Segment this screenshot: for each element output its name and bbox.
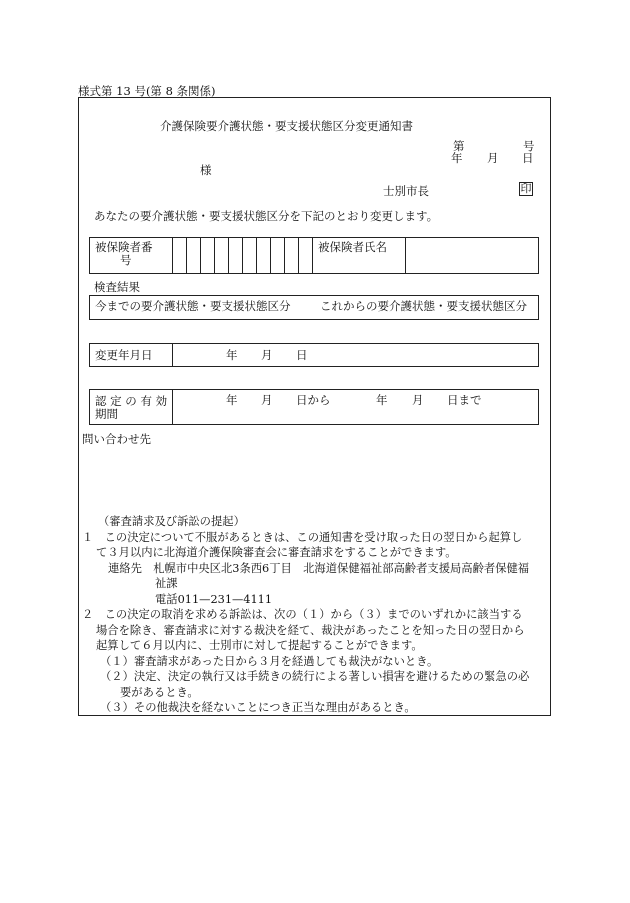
- contact-address-line-1: 連絡先 札幌市中央区北3条西6丁目 北海道保健福祉部高齢者支援局高齢者保健福: [108, 562, 530, 575]
- insured-number-label: 被保険者番: [95, 240, 153, 254]
- validity-label: 認 定 の 有 効: [95, 394, 168, 408]
- note-2-line-3: 起算して６月以内に、士別市に対して提起することができます。: [96, 639, 423, 652]
- validity-to-month: 月: [412, 393, 424, 407]
- validity-from-month: 月: [261, 393, 273, 407]
- note-item-2-line-1: （２）決定、決定の執行又は手続きの続行による著しい損害を避けるための緊急の必: [100, 670, 530, 683]
- date-year: 年: [451, 151, 463, 165]
- validity-from-day: 日から: [296, 393, 331, 407]
- status-after-label: これからの要介護状態・要支援状態区分: [320, 299, 527, 313]
- validity-label-2: 期間: [95, 407, 118, 421]
- document-title: 介護保険要介護状態・要支援状態区分変更通知書: [160, 119, 413, 133]
- note-2-line-2: 場合を除き、審査請求に対する裁決を経て、裁決があったことを知った日の翌日から: [96, 624, 525, 637]
- change-date-year: 年: [226, 348, 238, 362]
- change-date-label: 変更年月日: [95, 348, 153, 362]
- note-1-line-1: １ この決定について不服があるときは、この通知書を受け取った日の翌日から起算し: [82, 531, 523, 544]
- validity-to-year: 年: [376, 393, 388, 407]
- insured-number-label-2: 号: [120, 253, 132, 267]
- date-month: 月: [487, 151, 499, 165]
- note-2-line-1: ２ この決定の取消を求める訴訟は、次の（１）から（３）までのいずれかに該当する: [82, 608, 523, 621]
- mayor-title: 士別市長: [383, 184, 429, 198]
- note-item-2-line-2: 要があるとき。: [120, 686, 199, 699]
- contact-label: 問い合わせ先: [82, 432, 151, 446]
- change-date-row: [89, 343, 539, 367]
- change-date-day: 日: [296, 348, 308, 362]
- change-date-month: 月: [261, 348, 273, 362]
- contact-address-line-2: 祉課: [155, 577, 178, 590]
- validity-from-year: 年: [226, 393, 238, 407]
- form-reference: 様式第 13 号(第 8 条関係): [78, 84, 216, 98]
- seal-mark: 印: [520, 182, 532, 195]
- contact-phone: 電話011—231—4111: [155, 593, 273, 606]
- note-item-3: （３）その他裁決を経ないことにつき正当な理由があるとき。: [100, 701, 416, 714]
- status-before-label: 今までの要介護状態・要支援状態区分: [95, 299, 291, 313]
- note-item-1: （１）審査請求があった日から３月を経過しても裁決がないとき。: [100, 655, 439, 668]
- exam-result-label: 検査結果: [94, 280, 140, 294]
- validity-to-day: 日まで: [447, 393, 482, 407]
- date-day: 日: [522, 151, 534, 165]
- number-suffix: 号: [523, 139, 535, 153]
- insured-row: [89, 237, 539, 274]
- intro-text: あなたの要介護状態・要支援状態区分を下記のとおり変更します。: [94, 209, 439, 223]
- notes-heading: （審査請求及び訴訟の提起）: [98, 515, 245, 528]
- insured-name-label: 被保険者氏名: [318, 240, 387, 254]
- addressee-suffix: 様: [200, 163, 212, 177]
- number-prefix: 第: [453, 139, 465, 153]
- note-1-line-2: て３月以内に北海道介護保険審査会に審査請求をすることができます。: [96, 546, 457, 559]
